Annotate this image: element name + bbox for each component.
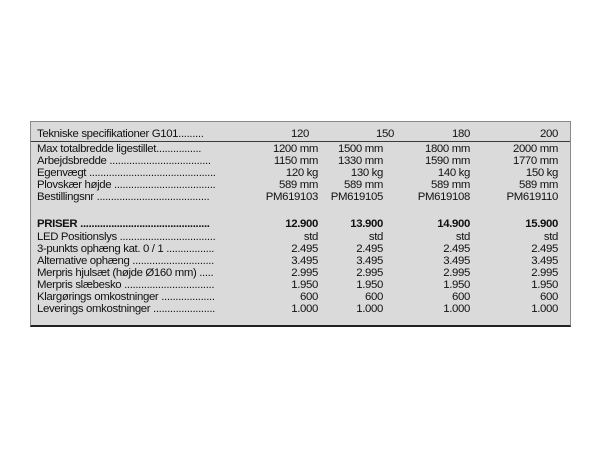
spec-label: Bestillingsnr ........................................ — [37, 191, 210, 203]
spec-value: 1770 mm — [512, 155, 558, 167]
price-value: 14.900 — [437, 218, 470, 230]
spec-label: Max totalbredde ligestillet................ — [37, 143, 202, 155]
spec-value: 1590 mm — [424, 155, 470, 167]
spec-label: Egenvægt ............................................. — [37, 167, 216, 179]
spec-value: 120 kg — [285, 167, 318, 179]
spec-label: Arbejdsbredde .................................... — [37, 155, 211, 167]
price-row — [31, 255, 570, 267]
price-value: 3.495 — [531, 255, 558, 267]
header-row — [31, 128, 570, 140]
price-value: 1.950 — [443, 279, 470, 291]
price-value: 2.995 — [443, 267, 470, 279]
price-row — [31, 267, 570, 279]
header-label: Tekniske specifikationer G101......... — [37, 128, 204, 140]
price-value: 2.495 — [443, 243, 470, 255]
spec-value: 1800 mm — [424, 143, 470, 155]
spec-row — [31, 167, 570, 179]
price-row — [31, 303, 570, 315]
spec-row — [31, 155, 570, 167]
spec-value: 2000 mm — [512, 143, 558, 155]
price-value: 2.995 — [291, 267, 318, 279]
price-label: Merpris slæbesko ................................ — [37, 279, 215, 291]
spec-value: 1150 mm — [273, 155, 318, 167]
price-value: 3.495 — [291, 255, 318, 267]
price-value: 600 — [365, 291, 383, 303]
price-label: Klargørings omkostninger ................... — [37, 291, 215, 303]
price-value: 1.000 — [291, 303, 318, 315]
spec-value: 1330 mm — [337, 155, 383, 167]
price-value: std — [303, 231, 318, 243]
price-value: 2.995 — [531, 267, 558, 279]
header-col-180: 180 — [452, 128, 470, 140]
prices-header-row — [31, 218, 570, 230]
price-label: 3-punkts ophæng kat. 0 / 1 ................. — [37, 243, 215, 255]
spec-value: 1500 mm — [337, 143, 383, 155]
price-value: 2.995 — [356, 267, 383, 279]
price-value: std — [455, 231, 470, 243]
header-col-120: 120 — [291, 128, 309, 140]
price-value: std — [543, 231, 558, 243]
price-value: 1.950 — [356, 279, 383, 291]
spec-value: PM619105 — [330, 191, 383, 203]
spec-value: PM619103 — [265, 191, 318, 203]
spec-label: Plovskær højde .................................... — [37, 179, 216, 191]
spec-price-table — [30, 121, 571, 327]
price-row — [31, 291, 570, 303]
price-value: 600 — [540, 291, 558, 303]
price-value: std — [368, 231, 383, 243]
header-col-150: 150 — [376, 128, 394, 140]
spec-value: 1200 mm — [272, 143, 318, 155]
price-row — [31, 279, 570, 291]
price-value: 600 — [300, 291, 318, 303]
spec-value: PM619110 — [506, 191, 558, 203]
price-value: 12.900 — [285, 218, 318, 230]
price-value: 1.000 — [531, 303, 558, 315]
spec-row — [31, 191, 570, 203]
price-value: 13.900 — [350, 218, 383, 230]
price-value: 600 — [452, 291, 470, 303]
spec-value: 130 kg — [350, 167, 383, 179]
prices-label: PRISER .............................................. — [37, 218, 210, 230]
price-row — [31, 231, 570, 243]
spec-value: 589 mm — [278, 179, 318, 191]
price-value: 3.495 — [443, 255, 470, 267]
spec-value: PM619108 — [417, 191, 470, 203]
spec-row — [31, 143, 570, 155]
divider — [31, 141, 570, 142]
price-value: 1.950 — [291, 279, 318, 291]
price-label: Leverings omkostninger ...................... — [37, 303, 215, 315]
price-label: Alternative ophæng ............................. — [37, 255, 214, 267]
price-label: LED Positionslys .................................. — [37, 231, 216, 243]
price-value: 2.495 — [291, 243, 318, 255]
price-value: 1.000 — [443, 303, 470, 315]
spec-value: 589 mm — [430, 179, 470, 191]
header-col-200: 200 — [540, 128, 558, 140]
spec-row — [31, 179, 570, 191]
price-value: 15.900 — [525, 218, 558, 230]
price-row — [31, 243, 570, 255]
price-value: 2.495 — [531, 243, 558, 255]
price-value: 3.495 — [356, 255, 383, 267]
price-value: 2.495 — [356, 243, 383, 255]
price-label: Merpris hjulsæt (højde Ø160 mm) ..... — [37, 267, 214, 279]
price-value: 1.000 — [356, 303, 383, 315]
spec-value: 589 mm — [343, 179, 383, 191]
spec-value: 589 mm — [518, 179, 558, 191]
spec-value: 150 kg — [525, 167, 558, 179]
price-value: 1.950 — [531, 279, 558, 291]
spec-value: 140 kg — [437, 167, 470, 179]
